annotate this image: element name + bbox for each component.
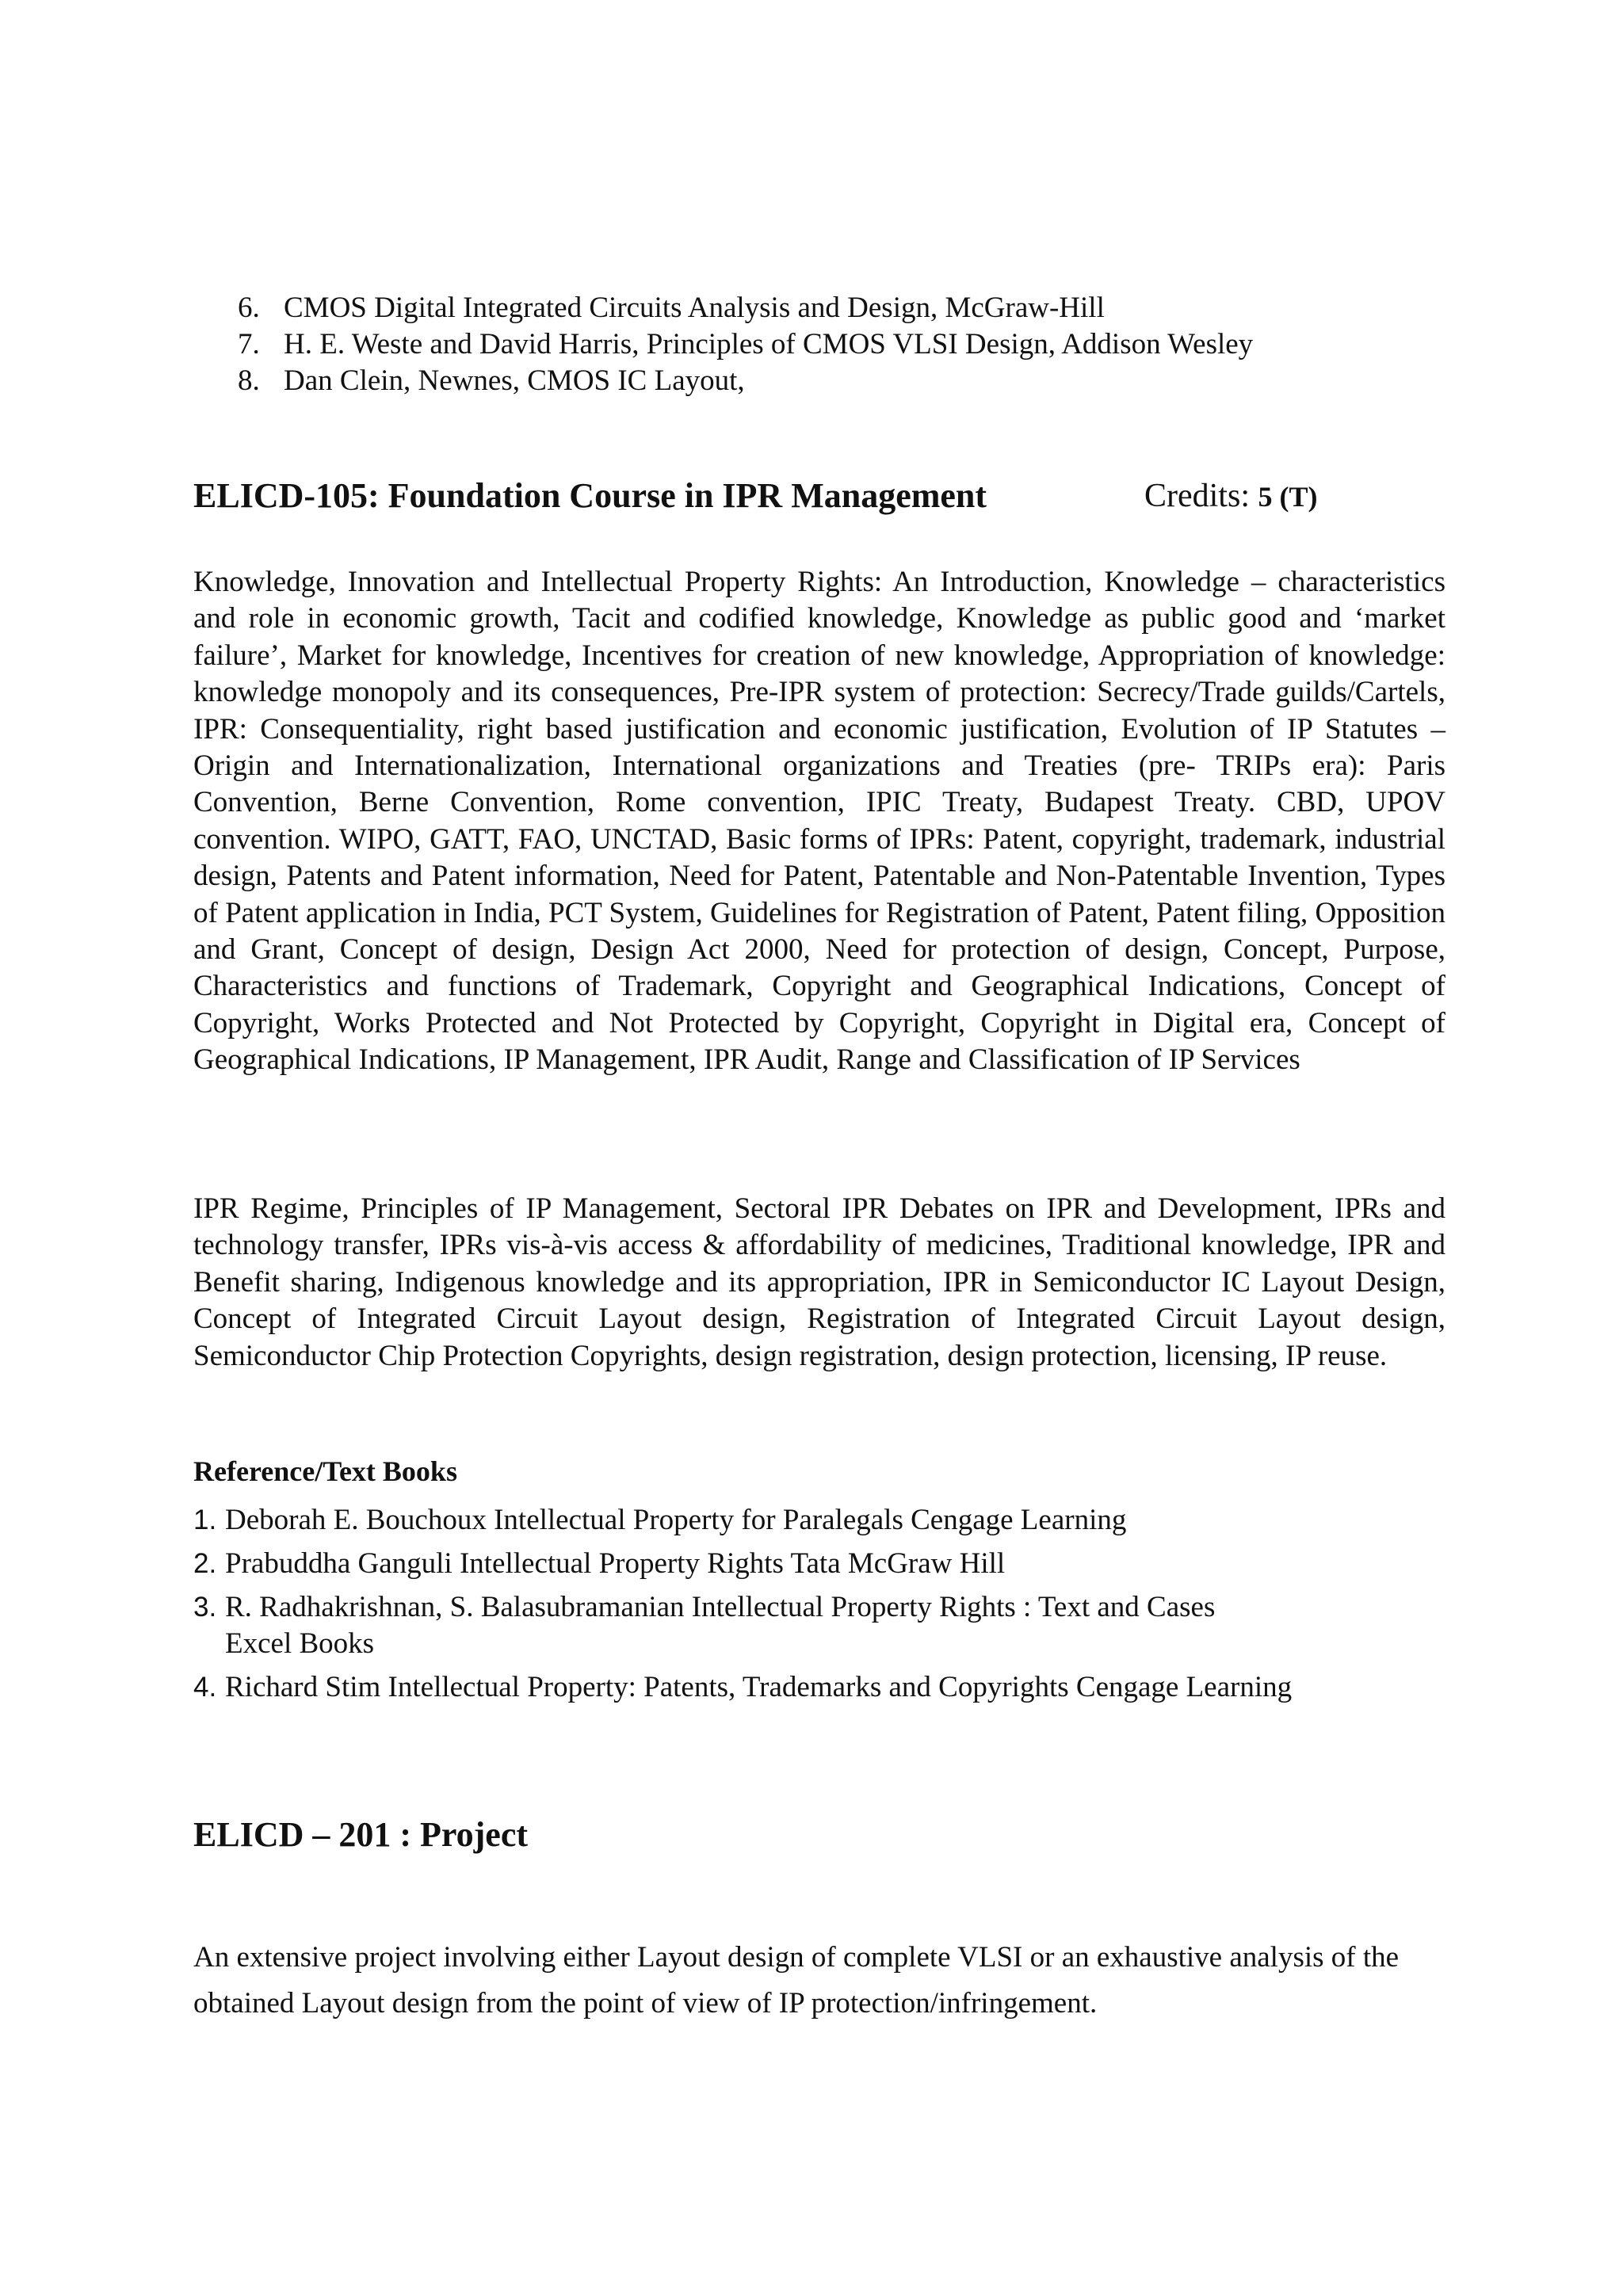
list-item-text: Dan Clein, Newnes, CMOS IC Layout,	[284, 364, 745, 397]
reference-list-continued	[238, 290, 1426, 399]
credits-label: Credits:	[1144, 478, 1258, 514]
list-item-number: 6.	[238, 292, 260, 324]
list-item	[238, 326, 1426, 363]
list-item-number: 7.	[238, 328, 260, 360]
list-item-text: Prabuddha Ganguli Intellectual Property Rights Tata McGraw Hill	[225, 1547, 1006, 1580]
reference-heading: Reference/Text Books	[193, 1455, 457, 1487]
project-description: An extensive project involving either Layout design of complete VLSI or an exhaustive analysis of the obtained Layout design from the point of view of IP protection/infringement.	[193, 1941, 1400, 2019]
project-title: ELICD – 201 : Project	[193, 1815, 528, 1854]
list-item-text: CMOS Digital Integrated Circuits Analysis and Design, McGraw-Hill	[284, 292, 1105, 324]
list-item	[193, 1589, 1382, 1662]
list-item-number: 3.	[193, 1592, 217, 1623]
list-item	[193, 1669, 1382, 1706]
list-item	[238, 290, 1426, 326]
credits-value: 5 (T)	[1258, 481, 1318, 513]
list-item	[193, 1546, 1382, 1582]
reference-list	[193, 1502, 1382, 1713]
list-item-number: 8.	[238, 364, 260, 397]
list-item-number: 2.	[193, 1548, 217, 1579]
list-item	[238, 363, 1426, 399]
course-description: Knowledge, Innovation and Intellectual Property Rights: An Introduction, Knowledge – characteristics and role in economic growth, Tacit and codified knowledge, Knowledge as public good and ‘market failure’, Market for knowledge, Incentives for creation of new knowledge, Appropriation of knowledge: knowledge monopoly and its consequences, Pre-IPR system of protection: Secrecy/Trade guilds/Cartels, IPR: Consequentiality, right based justification and economic justification, Evolution of IP Statutes – Origin and Internationalization, International organizations and Treaties (pre- TRIPs era): Paris Convention, Berne Convention, Rome convention, IPIC Treaty, Budapest Treaty. CBD, UPOV convention. WIPO, GATT, FAO, UNCTAD, Basic forms of IPRs: Patent, copyright, trademark, industrial design, Patents and Patent information, Need for Patent, Patentable and Non-Patentable Invention, Types of Patent application in India, PCT System, Guidelines for Registration of Patent, Patent filing, Opposition and Grant, Concept of design, Design Act 2000, Need for protection of design, Concept, Purpose, Characteristics and functions of Trademark, Copyright and Geographical Indications, Concept of Copyright, Works Protected and Not Protected by Copyright, Copyright in Digital era, Concept of Geographical Indications, IP Management, IPR Audit, Range and Classification of IP Services	[193, 566, 1445, 1077]
list-item-text: Richard Stim Intellectual Property: Patents, Trademarks and Copyrights Cengage Learning	[225, 1671, 1293, 1703]
list-item-text: Deborah E. Bouchoux Intellectual Property for Paralegals Cengage Learning	[225, 1504, 1127, 1536]
list-item-text: R. Radhakrishnan, S. Balasubramanian Intellectual Property Rights : Text and Cases Excel Books	[225, 1591, 1216, 1660]
course-title: ELICD-105: Foundation Course in IPR Management	[193, 476, 987, 515]
course-credits	[1144, 477, 1318, 515]
list-item-number: 1.	[193, 1505, 217, 1535]
list-item	[193, 1502, 1382, 1539]
list-item-number: 4.	[193, 1672, 217, 1703]
course-description-2: IPR Regime, Principles of IP Management, Sectoral IPR Debates on IPR and Development, IPRs and technology transfer, IPRs vis-à-vis access & affordability of medicines, Traditional knowledge, IPR and Benefit sharing, Indigenous knowledge and its appropriation, IPR in Semiconductor IC Layout Design, Concept of Integrated Circuit Layout design, Registration of Integrated Circuit Layout design, Semiconductor Chip Protection Copyrights, design registration, design protection, licensing, IP reuse.	[193, 1192, 1445, 1372]
list-item-text: H. E. Weste and David Harris, Principles of CMOS VLSI Design, Addison Wesley	[284, 328, 1254, 360]
